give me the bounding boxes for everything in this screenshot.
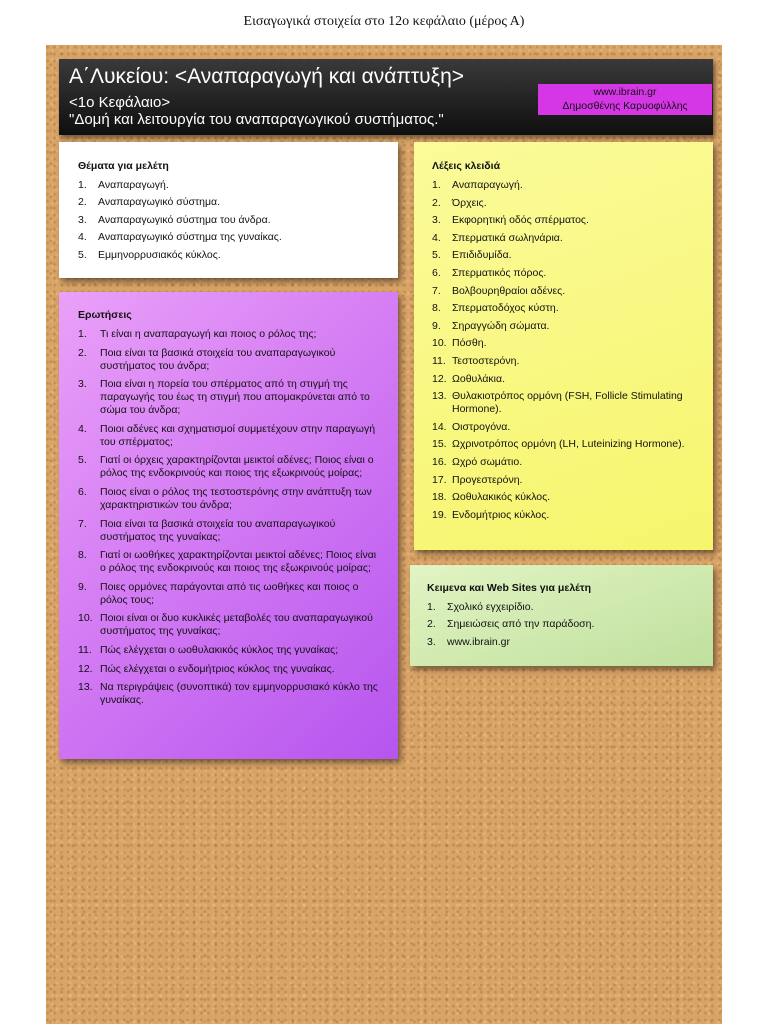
list-item [78, 518, 384, 544]
list-item-number: 12. [78, 662, 93, 675]
list-item-number: 18. [432, 491, 447, 504]
list-item-number: 1. [432, 179, 441, 191]
list-item-number: 19. [432, 508, 447, 521]
list-item-text: Εκφορητική οδός σπέρματος. [452, 214, 589, 227]
list-item-text: Προγεστερόνη. [452, 473, 523, 486]
list-item [78, 612, 384, 638]
list-item [432, 302, 701, 315]
list-item [432, 491, 701, 504]
list-item-text: Σηραγγώδη σώματα. [452, 319, 550, 332]
list-item-number: 10. [432, 337, 447, 350]
list-item-number: 6. [432, 266, 441, 279]
list-item-text: Σπερματικά σωληνάρια. [452, 231, 563, 244]
list-item [432, 509, 701, 522]
list-item-text: Εμμηνορρυσιακός κύκλος. [98, 248, 221, 261]
list-item-number: 9. [432, 319, 441, 332]
list-item [432, 421, 701, 434]
list-item [427, 636, 701, 649]
list-item-number: 11. [78, 643, 92, 656]
list-item-number: 2. [78, 196, 87, 209]
list-item-number: 4. [432, 231, 441, 244]
questions-list [78, 328, 384, 707]
list-item [432, 373, 701, 386]
list-item-text: Αναπαραγωγή. [98, 179, 169, 191]
list-item-number: 9. [78, 580, 87, 593]
keywords-list [432, 179, 701, 522]
list-item-number: 1. [78, 328, 87, 340]
topics-list [78, 179, 384, 262]
list-item [432, 390, 701, 416]
list-item-text: Να περιγράψεις (συνοπτικά) τον εμμηνορρυσιακό κύκλο της γυναίκας. [100, 681, 378, 707]
questions-note [59, 292, 398, 759]
list-item [78, 549, 384, 575]
list-item [432, 474, 701, 487]
list-item [432, 179, 701, 192]
list-item-text: Σχολικό εγχειρίδιο. [447, 601, 534, 613]
list-item-text: Γιατί οι ωοθήκες χαρακτηρίζονται μεικτοί αδένες; Ποιος είναι ο ρόλος της ενδοκρινούς και ποιος της εξωκρινούς μοίρας; [100, 549, 377, 575]
list-item [78, 378, 384, 417]
list-item-text: Αναπαραγωγή. [452, 179, 523, 191]
list-item [78, 454, 384, 480]
list-item-number: 10. [78, 612, 93, 625]
list-item-text: Ποιοι είναι οι δυο κυκλικές μεταβολές του αναπαραγωγικού συστήματος της γυναίκας; [100, 612, 373, 638]
list-item-text: Ωοθυλάκια. [452, 372, 506, 385]
list-item-number: 8. [432, 302, 441, 315]
list-item-number: 7. [78, 517, 87, 530]
list-item-number: 15. [432, 438, 447, 451]
list-item-text: Σημειώσεις από την παράδοση. [447, 618, 595, 631]
list-item-text: Αναπαραγωγικό σύστημα της γυναίκας. [98, 231, 282, 244]
list-item-text: Γιατί οι όρχεις χαρακτηρίζονται μεικτοί αδένες; Ποιος είναι ο ρόλος της ενδοκρινούς και ποιος της εξωκρινούς μοίρας; [100, 454, 374, 480]
list-item-text: Όρχεις. [452, 196, 487, 209]
list-item-number: 5. [78, 454, 87, 467]
list-item [78, 347, 384, 373]
list-item [432, 320, 701, 333]
keywords-note [414, 142, 713, 550]
list-item-text: Ωοθυλακικός κύκλος. [452, 491, 551, 504]
list-item-text: Ποια είναι τα βασικά στοιχεία του αναπαραγωγικού συστήματος της γυναίκας; [100, 517, 336, 543]
list-item [432, 197, 701, 210]
list-item-text: Θυλακιοτρόπος ορμόνη (FSH, Follicle Stimulating Hormone). [452, 390, 683, 416]
list-item-number: 3. [427, 635, 436, 648]
header-chapter: <1ο Κεφάλαιο> [69, 94, 171, 111]
list-item-text: Βολβουρηθραίοι αδένες. [452, 284, 566, 297]
list-item-number: 14. [432, 420, 447, 433]
list-item [78, 179, 384, 192]
list-item-text: Οιστρογόνα. [452, 420, 511, 433]
list-item [78, 231, 384, 244]
list-item-number: 2. [432, 196, 441, 209]
list-item [78, 486, 384, 512]
list-item [432, 456, 701, 469]
list-item-number: 8. [78, 549, 87, 562]
list-item-text: Τι είναι η αναπαραγωγή και ποιος ο ρόλος της; [100, 328, 317, 340]
list-item [432, 285, 701, 298]
author-name: Δημοσθένης Καρυοφύλλης [562, 100, 688, 112]
list-item-text: Ποια είναι η πορεία του σπέρματος από τη στιγμή της παραγωγής του έως τη στιγμή που απομακρύνεται από το σώμα του άνδρα; [100, 378, 370, 417]
topics-title: Θέματα για μελέτη [78, 160, 169, 172]
credit-box [538, 84, 712, 115]
list-item-number: 5. [432, 249, 441, 262]
list-item [78, 423, 384, 449]
list-item-number: 11. [432, 354, 446, 367]
list-item-text: Ενδομήτριος κύκλος. [452, 508, 550, 521]
sources-title: Κειμενα και Web Sites για μελέτη [427, 582, 592, 594]
list-item-number: 3. [432, 214, 441, 227]
list-item-number: 5. [78, 248, 87, 261]
list-item [427, 601, 701, 614]
list-item-number: 2. [78, 346, 87, 359]
list-item-number: 4. [78, 422, 87, 435]
questions-title: Ερωτήσεις [78, 309, 132, 321]
list-item [432, 214, 701, 227]
list-item-text: Αναπαραγωγικό σύστημα. [98, 196, 220, 209]
list-item-number: 3. [78, 378, 87, 391]
list-item-number: 6. [78, 485, 87, 498]
list-item [432, 337, 701, 350]
list-item [78, 214, 384, 227]
list-item-number: 7. [432, 284, 441, 297]
list-item-text: Ωχρινοτρόπος ορμόνη (LH, Luteinizing Hormone). [452, 438, 685, 451]
list-item-text: Σπερματοδόχος κύστη. [452, 302, 559, 315]
list-item-text: Ποιες ορμόνες παράγονται από τις ωοθήκες και ποιος ο ρόλος τους; [100, 580, 359, 606]
list-item-number: 1. [427, 601, 436, 613]
list-item-number: 12. [432, 372, 447, 385]
list-item [432, 232, 701, 245]
list-item-text: Επιδιδυμίδα. [452, 249, 512, 262]
list-item-text: Πόσθη. [452, 337, 487, 350]
header-main-title: Α΄Λυκείου: <Αναπαραγωγή και ανάπτυξη> [69, 65, 465, 88]
list-item-text: Σπερματικός πόρος. [452, 266, 547, 279]
list-item [78, 681, 384, 707]
list-item-number: 13. [78, 681, 93, 694]
list-item-number: 16. [432, 455, 447, 468]
list-item-text: Ποια είναι τα βασικά στοιχεία του αναπαραγωγικού συστήματος του άνδρα; [100, 346, 336, 372]
list-item-text: Ποιος είναι ο ρόλος της τεστοστερόνης στην ανάπτυξη των χαρακτηριστικών του άνδρα; [100, 485, 372, 511]
list-item-text: Ωχρό σωμάτιο. [452, 455, 523, 468]
list-item-number: 13. [432, 390, 447, 403]
list-item-number: 4. [78, 231, 87, 244]
list-item-text: Αναπαραγωγικό σύστημα του άνδρα. [98, 213, 271, 226]
list-item-text: www.ibrain.gr [447, 635, 511, 648]
list-item [432, 267, 701, 280]
list-item-number: 2. [427, 618, 436, 631]
list-item [78, 249, 384, 262]
sources-list [427, 601, 701, 649]
list-item-number: 3. [78, 213, 87, 226]
site-link[interactable]: www.ibrain.gr [593, 86, 657, 98]
keywords-title: Λέξεις κλειδιά [432, 160, 501, 172]
list-item-text: Πώς ελέγχεται ο ωοθυλακικός κύκλος της γυναίκας; [100, 643, 339, 656]
list-item [432, 438, 701, 451]
topics-note [59, 142, 398, 278]
list-item [78, 644, 384, 657]
list-item-text: Τεστοστερόνη. [452, 354, 520, 367]
list-item [432, 249, 701, 262]
list-item-number: 17. [432, 473, 447, 486]
list-item-number: 1. [78, 179, 87, 191]
header-subtitle: "Δομή και λειτουργία του αναπαραγωγικού συστήματος." [69, 111, 444, 128]
list-item [78, 328, 384, 341]
list-item-text: Ποιοι αδένες και σχηματισμοί συμμετέχουν στην παραγωγή του σπέρματος; [100, 422, 376, 448]
list-item [427, 618, 701, 631]
list-item [432, 355, 701, 368]
list-item-text: Πώς ελέγχεται ο ενδομήτριος κύκλος της γυναίκας. [100, 662, 335, 675]
page-title: Εισαγωγικά στοιχεία στο 12ο κεφάλαιο (μέρος Α) [243, 14, 525, 29]
list-item [78, 663, 384, 676]
sources-note [410, 565, 713, 666]
list-item [78, 196, 384, 209]
list-item [78, 581, 384, 607]
